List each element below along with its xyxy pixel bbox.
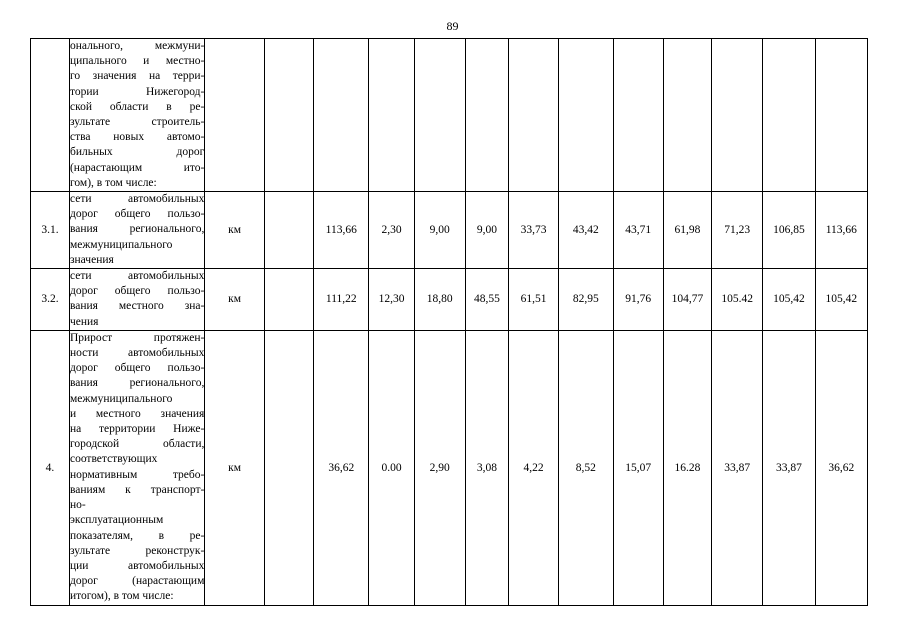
value-cell [815, 39, 867, 192]
value-cell: 36,62 [314, 330, 369, 605]
description-cell [69, 330, 204, 605]
description-line: бильных дорог [69, 146, 205, 159]
value-cell: 113,66 [314, 192, 369, 269]
row-number-cell [31, 39, 70, 192]
value-cell: 12,30 [369, 269, 414, 331]
value-cell: 48,55 [465, 269, 508, 331]
value-cell: 2,90 [414, 330, 465, 605]
description-cell [69, 269, 204, 331]
value-cell [763, 39, 815, 192]
value-cell: 33,73 [508, 192, 558, 269]
value-cell: 106,85 [763, 192, 815, 269]
value-cell [613, 39, 663, 192]
value-cell: 18,80 [414, 269, 465, 331]
value-cell [314, 39, 369, 192]
description-line: показателям, в ре- [69, 529, 205, 542]
value-cell [264, 192, 313, 269]
description-line: итогом), в том числе: [69, 590, 174, 603]
row-number-cell: 4. [31, 330, 70, 605]
value-cell: 3,08 [465, 330, 508, 605]
description-line: ваниям к транспорт- [69, 483, 205, 496]
description-line: эксплуатационным [69, 514, 164, 527]
description-line: ской области в ре- [69, 100, 205, 113]
value-cell [414, 39, 465, 192]
description-line: дорог общего пользо- [69, 208, 205, 221]
value-cell: 36,62 [815, 330, 867, 605]
row-number-cell: 3.2. [31, 269, 70, 331]
data-table [30, 38, 868, 606]
value-cell [264, 39, 313, 192]
description-line: сети автомобильных [69, 270, 205, 283]
unit-cell: км [205, 330, 264, 605]
value-cell: 0.00 [369, 330, 414, 605]
unit-cell: км [205, 269, 264, 331]
description-line: го значения на терри- [69, 70, 205, 83]
value-cell: 113,66 [815, 192, 867, 269]
description-line: на территории Ниже- [69, 423, 205, 436]
value-cell [369, 39, 414, 192]
description-line: Прирост протяжен- [69, 331, 205, 344]
table-row [31, 330, 868, 605]
description-line: дорог общего пользо- [69, 285, 205, 298]
description-line: зультате строитель- [69, 116, 205, 129]
description-line: ности автомобильных [69, 347, 205, 360]
description-line: городской области, [69, 438, 205, 451]
value-cell: 61,98 [663, 192, 711, 269]
description-line: значения [69, 253, 114, 266]
description-line: нормативным требо- [69, 468, 205, 481]
value-cell: 82,95 [559, 269, 613, 331]
value-cell: 9,00 [414, 192, 465, 269]
description-line: тории Нижегород- [69, 85, 205, 98]
value-cell [465, 39, 508, 192]
value-cell: 15,07 [613, 330, 663, 605]
value-cell: 43,42 [559, 192, 613, 269]
description-line: ципального и местно- [69, 55, 205, 68]
value-cell [508, 39, 558, 192]
description-line: онального, межмуни- [69, 40, 205, 52]
description-line: но- [69, 499, 86, 512]
page-number: 89 [446, 19, 459, 33]
description-line: ции автомобильных [69, 559, 205, 572]
description-line: межмуниципального [69, 392, 173, 405]
value-cell: 16.28 [663, 330, 711, 605]
description-line: гом), в том числе: [69, 176, 157, 189]
table-row [31, 269, 868, 331]
description-line: вания местного зна- [69, 300, 205, 313]
value-cell: 43,71 [613, 192, 663, 269]
description-line: (нарастающим ито- [69, 161, 205, 174]
description-line: соответствующих [69, 453, 158, 466]
value-cell: 33,87 [712, 330, 763, 605]
value-cell: 2,30 [369, 192, 414, 269]
unit-cell [205, 39, 264, 192]
description-cell [69, 192, 204, 269]
value-cell: 9,00 [465, 192, 508, 269]
table-row [31, 192, 868, 269]
value-cell: 8,52 [559, 330, 613, 605]
value-cell: 105,42 [763, 269, 815, 331]
value-cell [663, 39, 711, 192]
unit-cell: км [205, 192, 264, 269]
description-line: чения [69, 315, 99, 328]
description-line: и местного значения [69, 407, 205, 420]
description-line: вания регионального, [69, 223, 205, 236]
description-line: межмуниципального [69, 238, 173, 251]
table-body [31, 39, 868, 606]
description-line: вания регионального, [69, 377, 205, 390]
value-cell: 104,77 [663, 269, 711, 331]
value-cell [712, 39, 763, 192]
value-cell [559, 39, 613, 192]
description-line: дорог (нарастающим [69, 575, 205, 588]
value-cell: 91,76 [613, 269, 663, 331]
description-line: сети автомобильных [69, 193, 205, 206]
value-cell [264, 330, 313, 605]
value-cell: 33,87 [763, 330, 815, 605]
table-row [31, 39, 868, 192]
description-line: дорог общего пользо- [69, 362, 205, 375]
description-line: зультате реконструк- [69, 544, 205, 557]
value-cell: 105.42 [712, 269, 763, 331]
value-cell: 111,22 [314, 269, 369, 331]
value-cell [264, 269, 313, 331]
description-cell [69, 39, 204, 192]
value-cell: 71,23 [712, 192, 763, 269]
value-cell: 4,22 [508, 330, 558, 605]
value-cell: 105,42 [815, 269, 867, 331]
row-number-cell: 3.1. [31, 192, 70, 269]
description-line: ства новых автомо- [69, 131, 205, 144]
value-cell: 61,51 [508, 269, 558, 331]
